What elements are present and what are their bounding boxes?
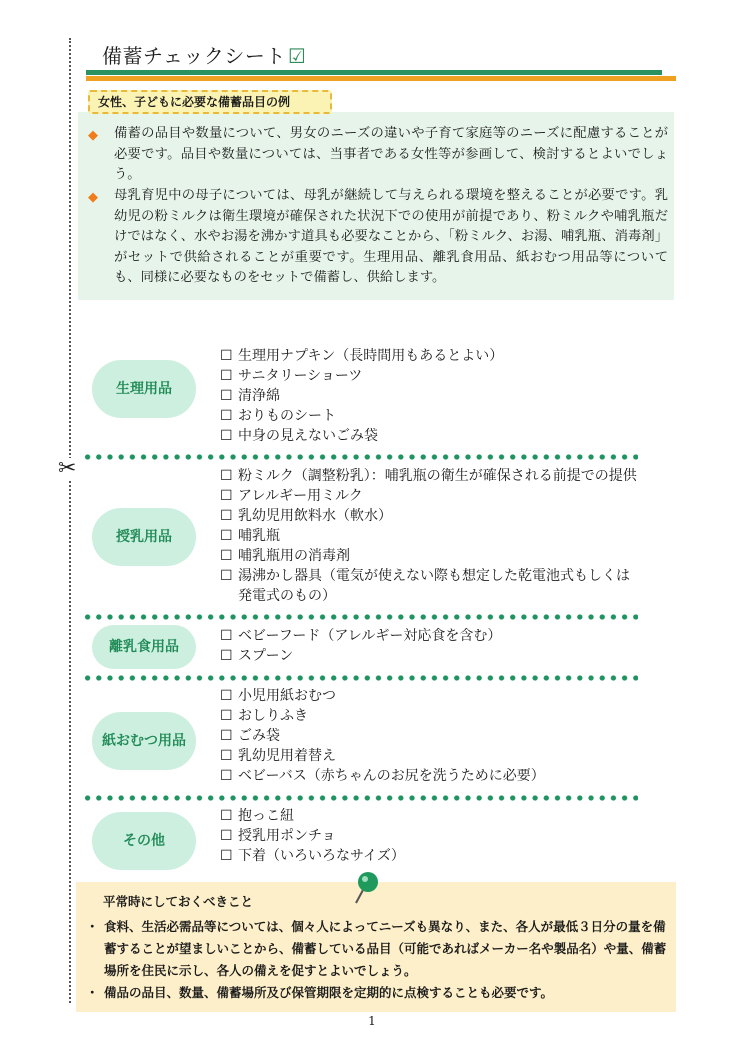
checkbox-icon[interactable]: ☐ xyxy=(220,548,233,564)
checklist-item[interactable]: ☐ 乳幼児用飲料水（軟水） xyxy=(220,508,392,524)
checklist-item[interactable]: ☐ ベビーフード（アレルギー対応食を含む） xyxy=(220,628,502,644)
checkbox-icon[interactable]: ☐ xyxy=(220,488,233,504)
checklist-item[interactable]: ☐ 湯沸かし器具（電気が使えない際も想定した乾電池式もしくは xyxy=(220,568,630,584)
checkbox-icon[interactable]: ☐ xyxy=(220,728,233,744)
scissors-icon: ✂ xyxy=(58,456,77,481)
category-items-baby-food xyxy=(220,626,680,666)
title-underline-green xyxy=(86,70,662,75)
checklist-item[interactable]: ☐ 下着（いろいろなサイズ） xyxy=(220,848,405,864)
category-items-diaper xyxy=(220,686,680,786)
checklist-item[interactable]: ☐ 中身の見えないごみ袋 xyxy=(220,428,378,444)
checklist-item-continuation: 発電式のもの） xyxy=(238,588,336,604)
checkbox-icon[interactable]: ☐ xyxy=(220,748,233,764)
checklist-item[interactable]: ☐ 抱っこ紐 xyxy=(220,808,294,824)
checkbox-icon[interactable]: ☐ xyxy=(220,348,233,364)
checkbox-icon[interactable]: ☐ xyxy=(220,688,233,704)
bullet-icon: ・ xyxy=(86,985,99,1000)
diamond-bullet-icon: ◆ xyxy=(88,128,98,143)
checkbox-icon[interactable]: ☐ xyxy=(220,628,233,644)
checkbox-icon[interactable]: ☐ xyxy=(220,568,233,584)
checklist-item[interactable]: ☐ スプーン xyxy=(220,648,294,664)
checklist-item[interactable]: ☐ サニタリーショーツ xyxy=(220,368,363,384)
category-label-diaper: 紙おむつ用品 xyxy=(92,712,196,770)
checklist-item[interactable]: ☐ ごみ袋 xyxy=(220,728,280,744)
bullet-icon: ・ xyxy=(86,919,99,934)
intro-paragraph: ◆ 母乳育児中の母子については、母乳が継続して与えられる環境を整えることが必要です。乳幼児の粉ミルクは衛生環境が確保された状況下での使用が前提であり、粉ミルクや哺乳瓶だけではなく、水やお湯を沸かす道具も必要なことから、「粉ミルク、お湯、哺乳瓶、消毒剤」がセットで供給されることが重要です。生理用品、離乳食用品、紙おむつ用品等についても、同様に必要なものをセットで備蓄し、供給します。 xyxy=(88,188,668,285)
checklist-item[interactable]: ☐ ベビーバス（赤ちゃんのお尻を洗うために必要） xyxy=(220,768,545,784)
intro-tag: 女性、子どもに必要な備蓄品目の例 xyxy=(88,90,332,114)
tip-heading: 平常時にしておくべきこと xyxy=(103,894,254,909)
checklist-item[interactable]: ☐ 生理用ナプキン（長時間用もあるとよい） xyxy=(220,348,504,364)
check-box-icon: ☑ xyxy=(287,44,307,68)
checklist-item[interactable]: ☐ 授乳用ポンチョ xyxy=(220,828,336,844)
tip-item: ・ 食料、生活必需品等については、個々人によってニーズも異なり、また、各人が最低３日分の量を備蓄することが望ましいことから、備蓄している品目（可能であればメーカー名や製品名）や量、備蓄場所を住民に示し、各人の備えを促すとよいでしょう。 xyxy=(86,916,674,982)
checkbox-icon[interactable]: ☐ xyxy=(220,848,233,864)
category-label-nursing: 授乳用品 xyxy=(92,508,196,566)
category-label-other: その他 xyxy=(92,812,196,870)
dotted-divider xyxy=(82,613,638,621)
dotted-divider xyxy=(82,674,638,682)
checkbox-icon[interactable]: ☐ xyxy=(220,388,233,404)
checklist-item[interactable]: ☐ アレルギー用ミルク xyxy=(220,488,363,504)
category-label-baby-food: 離乳食用品 xyxy=(92,625,196,669)
intro-paragraph: ◆ 備蓄の品目や数量について、男女のニーズの違いや子育て家庭等のニーズに配慮することが必要です。品目や数量については、当事者である女性等が参画して、検討するとよいでしょう。 xyxy=(88,126,668,182)
checkbox-icon[interactable]: ☐ xyxy=(220,528,233,544)
page-number: 1 xyxy=(368,1014,376,1028)
dotted-divider xyxy=(82,453,638,461)
category-items-nursing xyxy=(220,466,680,606)
checklist-item[interactable]: ☐ 清浄綿 xyxy=(220,388,280,404)
checklist-item[interactable]: ☐ 粉ミルク（調整粉乳）：哺乳瓶の衛生が確保される前提での提供 xyxy=(220,468,637,484)
category-items-sanitary xyxy=(220,346,680,446)
checkbox-icon[interactable]: ☐ xyxy=(220,808,233,824)
checklist-item[interactable]: ☐ 哺乳瓶用の消毒剤 xyxy=(220,548,350,564)
cut-line xyxy=(69,38,71,1003)
checklist-item[interactable]: ☐ 小児用紙おむつ xyxy=(220,688,336,704)
checkbox-icon[interactable]: ☐ xyxy=(220,428,233,444)
checklist-item[interactable]: ☐ 哺乳瓶 xyxy=(220,528,280,544)
category-label-sanitary: 生理用品 xyxy=(92,360,196,418)
checkbox-icon[interactable]: ☐ xyxy=(220,508,233,524)
checkbox-icon[interactable]: ☐ xyxy=(220,708,233,724)
title-underline-orange xyxy=(86,76,676,81)
checkbox-icon[interactable]: ☐ xyxy=(220,828,233,844)
checkbox-icon[interactable]: ☐ xyxy=(220,468,233,484)
checklist-item[interactable]: ☐ 乳幼児用着替え xyxy=(220,748,336,764)
checklist-item[interactable]: ☐ おりものシート xyxy=(220,408,336,424)
checklist-item[interactable]: ☐ おしりふき xyxy=(220,708,308,724)
checkbox-icon[interactable]: ☐ xyxy=(220,368,233,384)
tip-item: ・ 備品の品目、数量、備蓄場所及び保管期限を定期的に点検することも必要です。 xyxy=(86,982,674,1004)
page-title: 備蓄チェックシート ☑ xyxy=(102,44,307,68)
dotted-divider xyxy=(82,794,638,802)
checkbox-icon[interactable]: ☐ xyxy=(220,648,233,664)
diamond-bullet-icon: ◆ xyxy=(88,190,98,205)
pushpin-icon xyxy=(354,870,380,904)
checkbox-icon[interactable]: ☐ xyxy=(220,408,233,424)
category-items-other xyxy=(220,806,680,866)
checkbox-icon[interactable]: ☐ xyxy=(220,768,233,784)
